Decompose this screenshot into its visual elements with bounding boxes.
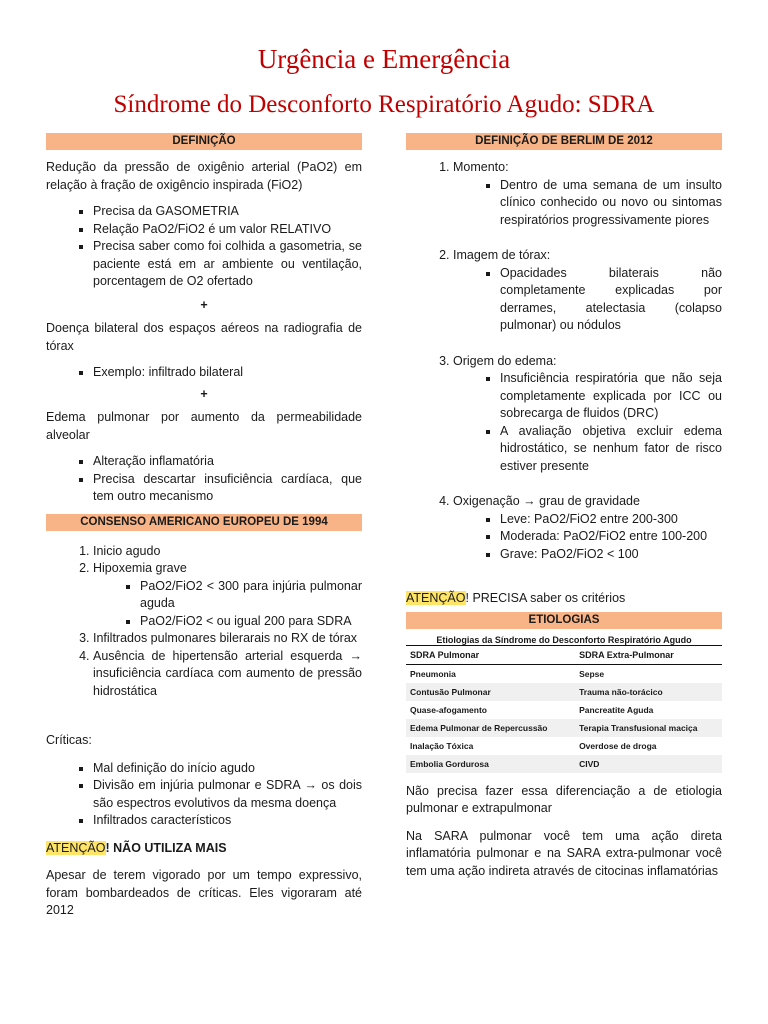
plus-sign: + xyxy=(200,386,208,401)
table-cell: Trauma não-torácico xyxy=(575,683,722,701)
right-column xyxy=(406,133,722,880)
hipoxemia-sublist xyxy=(93,578,362,631)
def-paragraph-3: Edema pulmonar por aumento da permeabilidade alveolar xyxy=(46,410,362,442)
sublist xyxy=(453,370,722,475)
atencao-highlight: ATENÇÃO xyxy=(46,840,106,855)
etiology-paragraph-1: Não precisa fazer essa diferenciação a de etiologia pulmonar e extrapulmonar xyxy=(406,783,722,815)
table-row xyxy=(406,683,722,701)
list-item-label: Origem do edema: xyxy=(453,353,557,368)
list-item: 4. Ausência de hipertensão arterial esquerda → insuficiência cardíaca com aumento de pressão hidrostática xyxy=(93,648,362,701)
def-paragraph-1: Redução da pressão de oxigênio arterial (PaO2) em relação à fração de oxigêncio inspirada (FiO2) xyxy=(46,160,362,192)
list-item: ▪ Opacidades bilaterais não completamente explicadas por derrames, atelectasia (colapso pulmonar) ou nódulos xyxy=(500,265,722,335)
def-bullets-2 xyxy=(46,364,362,382)
list-item: ▪ Precisa saber como foi colhida a gasometria, se paciente está em ar ambiente ou ventilação, porcentagem de O2 ofertado xyxy=(93,238,362,291)
list-item-label: Imagem de tórax: xyxy=(453,248,551,262)
table-cell: Sepse xyxy=(579,668,605,679)
list-item: ▪ Alteração inflamatória xyxy=(93,453,362,471)
table-row xyxy=(406,719,722,737)
table-cell: Edema Pulmonar de Repercussão xyxy=(406,719,575,737)
list-item: ▪ Grave: PaO2/FiO2 < 100 xyxy=(500,546,722,564)
etiology-paragraph-2: Na SARA pulmonar você tem uma ação direta inflamatória pulmonar e na SARA extra-pulmonar você tem uma ação indireta através de citocinas inflamatórias xyxy=(406,828,722,878)
table-cell: Contusão Pulmonar xyxy=(406,683,575,701)
list-item xyxy=(453,247,722,335)
atencao-text: ! PRECISA saber os critérios xyxy=(465,591,626,605)
list-item: 3. Infiltrados pulmonares bilerarais no RX de tórax xyxy=(93,630,362,648)
list-item: 1. Inicio agudo xyxy=(93,543,362,561)
etiologias-table xyxy=(406,645,722,773)
list-item xyxy=(453,353,722,476)
table-cell: CIVD xyxy=(575,755,722,773)
list-item xyxy=(93,560,362,630)
list-item: ▪ Leve: PaO2/FiO2 entre 200-300 xyxy=(500,511,722,529)
definicao-header: DEFINIÇÃO xyxy=(46,133,362,150)
left-column xyxy=(46,133,362,920)
atencao-highlight: ATENÇÃO xyxy=(406,591,466,605)
etiologias-header: ETIOLOGIAS xyxy=(406,612,722,629)
list-item: ▪ A avaliação objetiva excluir edema hidrostático, se nenhum fator de risco estiver presente xyxy=(500,423,722,476)
table-cell: Pneumonia xyxy=(410,668,456,679)
atencao-note xyxy=(46,840,362,858)
list-item xyxy=(453,159,722,229)
table-row xyxy=(406,737,722,755)
list-item: ▪ Precisa da GASOMETRIA xyxy=(93,203,362,221)
def-bullets-1 xyxy=(46,203,362,291)
list-item: ▪ Relação PaO2/FiO2 é um valor RELATIVO xyxy=(93,221,362,239)
sublist xyxy=(453,177,722,230)
list-item: ▪ Precisa descartar insuficiência cardíaca, que tem outro mecanismo xyxy=(93,471,362,506)
atencao-text: ! NÃO UTILIZA MAIS xyxy=(105,840,227,855)
list-item: ▪ Dentro de uma semana de um insulto clínico conhecido ou novo ou sintomas respiratórios progressivamente piores xyxy=(500,177,722,230)
table-row xyxy=(406,664,722,683)
list-item: ▪ PaO2/FiO2 < ou igual 200 para SDRA xyxy=(140,613,362,631)
sublist xyxy=(453,265,722,335)
list-item: ▪ Moderada: PaO2/FiO2 entre 100-200 xyxy=(500,528,722,546)
list-item: ▪ Infiltrados característicos xyxy=(93,812,362,830)
berlim-list xyxy=(406,159,722,563)
list-item: ▪ Divisão em injúria pulmonar e SDRA → os dois são espectros evolutivos da mesma doença xyxy=(93,777,362,812)
criticas-label: Críticas: xyxy=(46,733,92,747)
table-cell: Overdose de droga xyxy=(579,740,657,751)
berlim-header: DEFINIÇÃO DE BERLIM DE 2012 xyxy=(406,133,722,150)
table-cell: Pancreatite Aguda xyxy=(579,704,654,715)
list-item-label: Hipoxemia grave xyxy=(93,561,187,575)
sublist xyxy=(453,511,722,564)
criticas-list xyxy=(46,760,362,830)
def-bullets-3 xyxy=(46,453,362,506)
page-title: Urgência e Emergência xyxy=(257,44,511,74)
table-header-row xyxy=(406,645,722,664)
atencao-note xyxy=(406,590,722,608)
list-item: ▪ PaO2/FiO2 < 300 para injúria pulmonar aguda xyxy=(140,578,362,613)
consenso-header: CONSENSO AMERICANO EUROPEU DE 1994 xyxy=(46,514,362,531)
final-paragraph: Apesar de terem vigorado por um tempo expressivo, foram bombardeados de críticas. Eles vigoraram até 2012 xyxy=(46,868,362,917)
list-item-label: Momento: xyxy=(453,160,509,174)
list-item: ▪ Mal definição do início agudo xyxy=(93,760,362,778)
col-header-extrapulmonar: SDRA Extra-Pulmonar xyxy=(575,645,722,664)
table-cell: Terapia Transfusional maciça xyxy=(575,719,722,737)
table-row xyxy=(406,755,722,773)
col-header-pulmonar: SDRA Pulmonar xyxy=(406,645,575,664)
list-item: ▪ Exemplo: infiltrado bilateral xyxy=(93,364,362,382)
table-cell: Quase-afogamento xyxy=(410,704,487,715)
def-paragraph-2: Doença bilateral dos espaços aéreos na radiografia de tórax xyxy=(46,321,362,353)
etiologias-table-title: Etiologias da Síndrome do Desconforto Respiratório Agudo xyxy=(436,634,692,645)
table-cell: Embolia Gordurosa xyxy=(406,755,575,773)
plus-sign: + xyxy=(200,297,208,312)
list-item-label: Oxigenação → grau de gravidade xyxy=(453,494,640,508)
list-item: ▪ Insuficiência respiratória que não seja completamente explicada por ICC ou sobrecarga de fluidos (DRC) xyxy=(500,370,722,423)
page-subtitle: Síndrome do Desconforto Respiratório Agudo: SDRA xyxy=(113,91,655,118)
table-row xyxy=(406,701,722,719)
consenso-list xyxy=(46,543,362,701)
table-cell: Inalação Tóxica xyxy=(410,740,474,751)
list-item xyxy=(453,493,722,563)
